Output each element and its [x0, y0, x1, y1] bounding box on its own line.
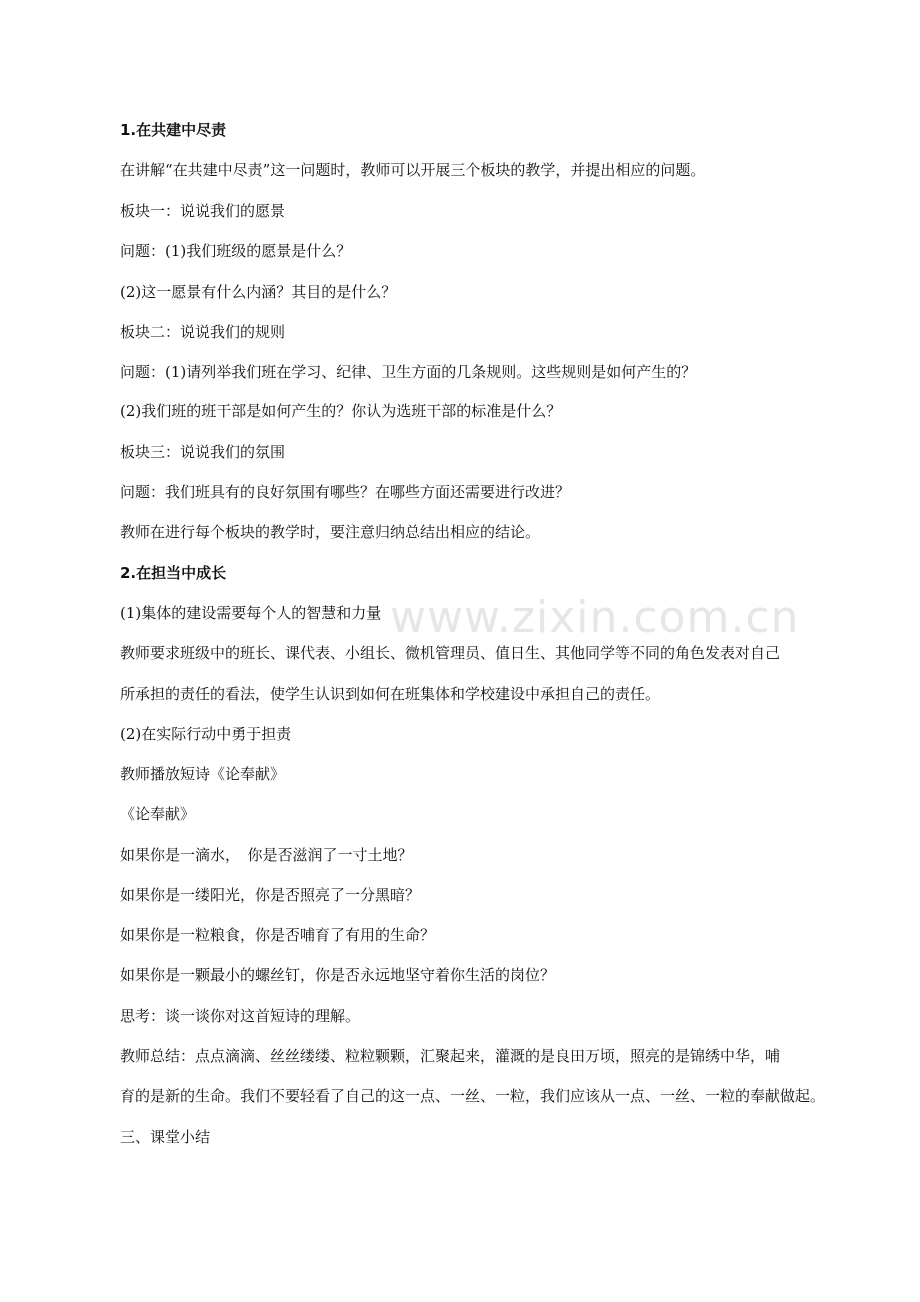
question: (2)我们班的班干部是如何产生的？你认为选班干部的标准是什么？	[120, 402, 562, 420]
subheading: (2)在实际行动中勇于担责	[120, 725, 292, 743]
paragraph: 教师在进行每个板块的教学时，要注意归纳总结出相应的结论。	[120, 523, 541, 541]
section-heading-2: 2.在担当中成长	[120, 564, 227, 582]
paragraph-line: 教师总结：点点滴滴、丝丝缕缕、粒粒颗颗，汇聚起来，灌溉的是良田万顷，照亮的是锦绣中华，哺	[120, 1047, 781, 1065]
paragraph-line: 育的是新的生命。我们不要轻看了自己的这一点、一丝、一粒，我们应该从一点、一丝、一粒的奉献做起。	[120, 1087, 826, 1105]
paragraph-line: 教师要求班级中的班长、课代表、小组长、微机管理员、值日生、其他同学等不同的角色发表对自己	[120, 644, 781, 662]
section-heading-3: 三、课堂小结	[120, 1128, 211, 1146]
poem-line: 如果你是一颗最小的螺丝钉，你是否永远地坚守着你生活的岗位？	[120, 966, 556, 984]
poem-line: 如果你是一粒粮食，你是否哺育了有用的生命？	[120, 926, 436, 944]
subheading: (1)集体的建设需要每个人的智慧和力量	[120, 604, 382, 622]
poem-title: 《论奉献》	[120, 805, 196, 823]
paragraph: 思考：谈一谈你对这首短诗的理解。	[120, 1007, 361, 1025]
question: 问题：我们班具有的良好氛围有哪些？在哪些方面还需要进行改进？	[120, 483, 571, 501]
poem-line: 如果你是一滴水， 你是否滋润了一寸土地？	[120, 846, 413, 864]
paragraph-line: 所承担的责任的看法，使学生认识到如何在班集体和学校建设中承担自己的责任。	[120, 685, 661, 703]
paragraph: 教师播放短诗《论奉献》	[120, 765, 286, 783]
block-title: 板块一：说说我们的愿景	[120, 202, 286, 220]
watermark: www.zixin.com.cn	[390, 592, 800, 643]
question: 问题：(1)我们班级的愿景是什么？	[120, 242, 352, 260]
question: (2)这一愿景有什么内涵？其目的是什么？	[120, 283, 397, 301]
poem-line: 如果你是一缕阳光，你是否照亮了一分黑暗？	[120, 886, 421, 904]
paragraph: 在讲解“在共建中尽责”这一问题时，教师可以开展三个板块的教学，并提出相应的问题。	[120, 161, 706, 179]
question: 问题：(1)请列举我们班在学习、纪律、卫生方面的几条规则。这些规则是如何产生的？	[120, 363, 697, 381]
block-title: 板块二：说说我们的规则	[120, 323, 286, 341]
block-title: 板块三：说说我们的氛围	[120, 443, 286, 461]
section-heading-1: 1.在共建中尽责	[120, 121, 227, 139]
